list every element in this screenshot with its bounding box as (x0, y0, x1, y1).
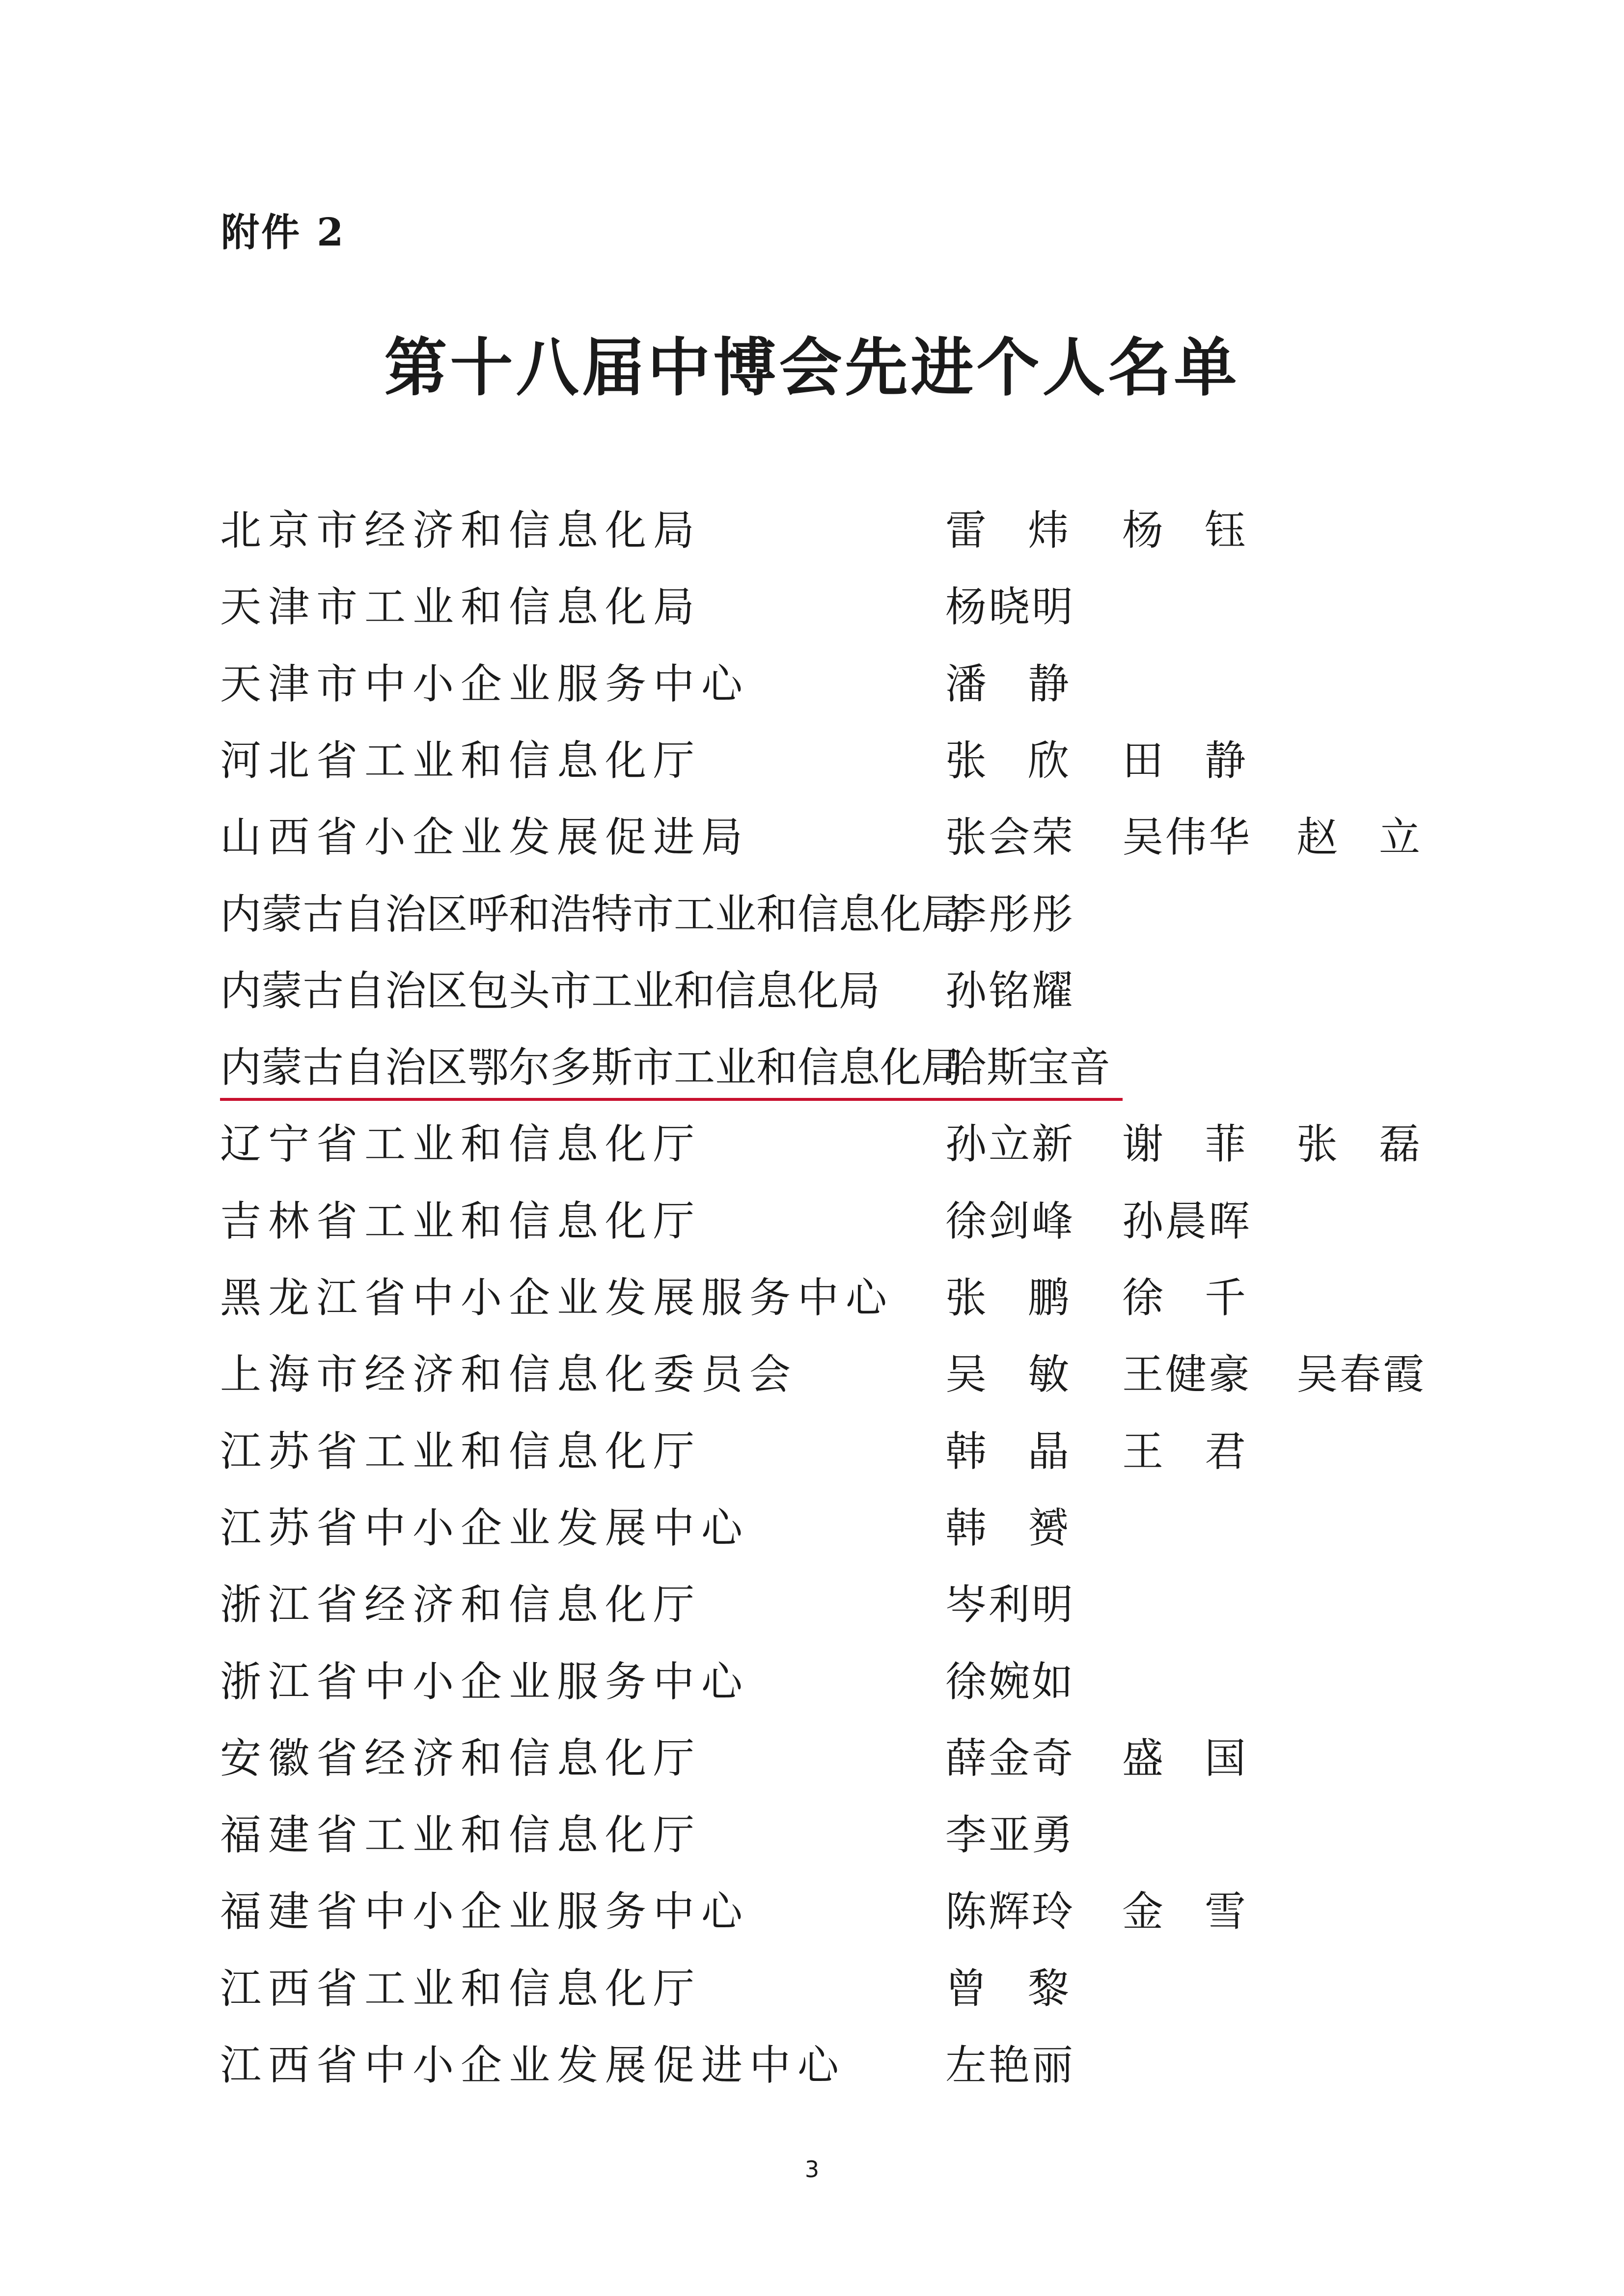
list-item (0, 885, 1624, 944)
person-name: 雷炜 (945, 506, 1111, 554)
person-name: 潘静 (945, 659, 1111, 708)
person-name: 田静 (1122, 736, 1288, 785)
person-name: 杨晓明 (945, 583, 1075, 631)
list-item (0, 501, 1624, 560)
person-name: 孙立新 (945, 1120, 1075, 1169)
person-name: 徐剑峰 (945, 1197, 1075, 1245)
person-name: 王健豪 (1122, 1350, 1252, 1399)
organization-name: 天津市中小企业服务中心 (220, 659, 750, 708)
list-item (0, 1575, 1624, 1634)
list-item (0, 1192, 1624, 1251)
organization-name: 内蒙古自治区鄂尔多斯市工业和信息化局 (220, 1043, 963, 1092)
person-name: 孙铭耀 (945, 966, 1075, 1015)
person-name: 吴伟华 (1122, 813, 1252, 862)
organization-name: 辽宁省工业和信息化厅 (220, 1120, 702, 1169)
person-name: 岑利明 (945, 1581, 1075, 1629)
person-name: 吴敏 (945, 1350, 1111, 1399)
list-item (0, 1499, 1624, 1558)
person-name: 徐婉如 (945, 1657, 1075, 1706)
list-item (0, 2036, 1624, 2095)
person-name: 王君 (1122, 1427, 1288, 1476)
list-item (0, 1729, 1624, 1788)
organization-name: 浙江省中小企业服务中心 (220, 1657, 750, 1706)
organization-name: 内蒙古自治区包头市工业和信息化局 (220, 966, 881, 1015)
list-item (0, 1805, 1624, 1864)
list-item (0, 1652, 1624, 1711)
person-name: 孙晨晖 (1122, 1197, 1252, 1245)
list-item (0, 1038, 1624, 1097)
person-name: 金雪 (1122, 1887, 1288, 1936)
list-item (0, 961, 1624, 1020)
person-name: 李亚勇 (945, 1811, 1075, 1859)
list-item (0, 1345, 1624, 1404)
organization-name: 福建省中小企业服务中心 (220, 1887, 750, 1936)
list-item (0, 808, 1624, 867)
person-name: 李彤彤 (945, 890, 1075, 938)
person-name: 张磊 (1296, 1120, 1462, 1169)
person-name: 韩赟 (945, 1503, 1111, 1552)
person-name: 张会荣 (945, 813, 1075, 862)
organization-name: 浙江省经济和信息化厅 (220, 1581, 702, 1629)
organization-name: 河北省工业和信息化厅 (220, 736, 702, 785)
list-item (0, 1959, 1624, 2018)
list-item (0, 1115, 1624, 1174)
list-item (0, 1422, 1624, 1481)
person-name: 盛国 (1122, 1734, 1288, 1782)
organization-name: 江西省中小企业发展促进中心 (220, 2041, 846, 2089)
organization-name: 山西省小企业发展促进局 (220, 813, 750, 862)
organization-name: 北京市经济和信息化局 (220, 506, 702, 554)
person-name: 韩晶 (945, 1427, 1111, 1476)
organization-name: 上海市经济和信息化委员会 (220, 1350, 798, 1399)
page-title: 第十八届中博会先进个人名单 (384, 331, 1240, 405)
person-name: 薛金奇 (945, 1734, 1075, 1782)
organization-name: 江苏省工业和信息化厅 (220, 1427, 702, 1476)
person-name: 赵立 (1296, 813, 1462, 862)
organization-name: 江苏省中小企业发展中心 (220, 1503, 750, 1552)
person-name: 吴春霞 (1296, 1350, 1427, 1399)
organization-name: 江西省工业和信息化厅 (220, 1964, 702, 2013)
person-name: 谢菲 (1122, 1120, 1288, 1169)
attachment-label: 附件 2 (221, 210, 346, 255)
list-item (0, 1882, 1624, 1941)
organization-name: 安徽省经济和信息化厅 (220, 1734, 702, 1782)
organization-name: 福建省工业和信息化厅 (220, 1811, 702, 1859)
person-name: 杨钰 (1122, 506, 1288, 554)
person-name: 曾黎 (945, 1964, 1111, 2013)
list-item (0, 731, 1624, 790)
page-number: 3 (804, 2156, 820, 2183)
person-name: 左艳丽 (945, 2041, 1075, 2089)
list-item (0, 1268, 1624, 1327)
list-item (0, 577, 1624, 636)
person-name: 张鹏 (945, 1274, 1111, 1322)
person-name: 哈斯宝音 (945, 1043, 1111, 1092)
person-name: 徐千 (1122, 1274, 1288, 1322)
person-name: 陈辉玲 (945, 1887, 1075, 1936)
organization-name: 内蒙古自治区呼和浩特市工业和信息化局 (220, 890, 963, 938)
red-underline (220, 1098, 1123, 1101)
list-item (0, 655, 1624, 713)
person-name: 张欣 (945, 736, 1111, 785)
organization-name: 吉林省工业和信息化厅 (220, 1197, 702, 1245)
organization-name: 黑龙江省中小企业发展服务中心 (220, 1274, 894, 1322)
organization-name: 天津市工业和信息化局 (220, 583, 702, 631)
